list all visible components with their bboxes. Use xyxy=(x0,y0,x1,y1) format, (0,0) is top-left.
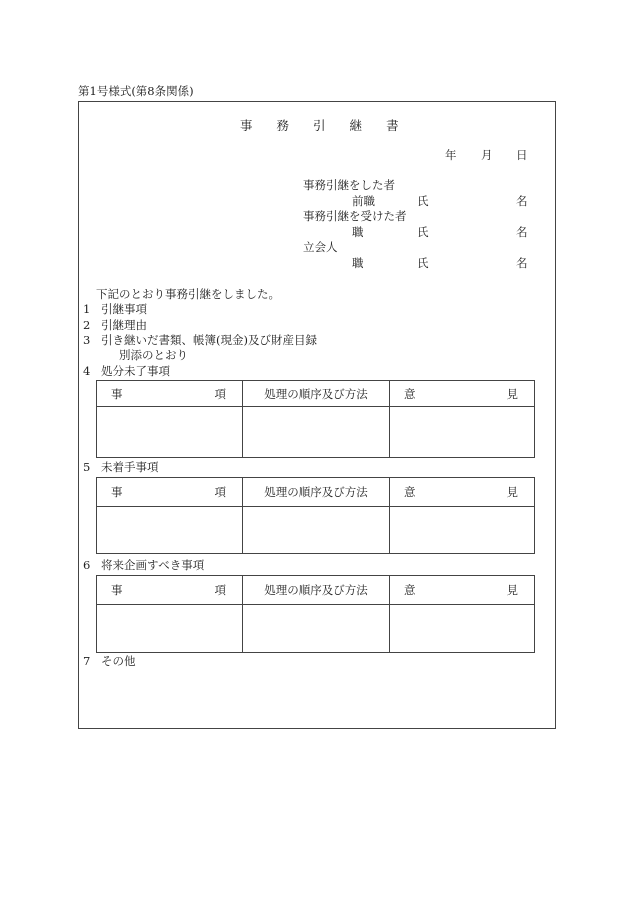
table-header-item: 事 項 xyxy=(97,381,243,407)
table-header-item: 事 項 xyxy=(97,576,243,605)
title-char: 引 xyxy=(313,118,326,133)
title-char: 書 xyxy=(386,118,399,133)
title-char: 務 xyxy=(276,118,290,133)
transferor-heading: 事務引継をした者 xyxy=(303,178,395,192)
table-header-opinion: 意 見 xyxy=(390,478,535,507)
table-row xyxy=(97,605,535,653)
document-title xyxy=(240,120,399,133)
title-char: 事 xyxy=(240,118,253,133)
item-label: 処分未了事項 xyxy=(101,364,170,378)
pending-items-table xyxy=(96,380,535,458)
item-number: 6 xyxy=(83,558,91,572)
table-row xyxy=(97,507,535,554)
item-label: 引継理由 xyxy=(101,318,147,332)
item-number: 4 xyxy=(83,364,91,378)
witness-heading: 立会人 xyxy=(303,240,338,254)
future-planning-items-table xyxy=(96,575,535,653)
table-cell xyxy=(97,407,243,458)
date-day-label: 日 xyxy=(516,148,528,162)
transferee-name-label: 名 xyxy=(516,225,528,239)
item-label: 将来企画すべき事項 xyxy=(101,558,205,572)
table-header-item: 事 項 xyxy=(97,478,243,507)
transferor-role: 前職 xyxy=(352,194,375,208)
table-cell xyxy=(390,407,535,458)
transferee-name-label: 氏 xyxy=(417,225,429,239)
witness-name-label: 氏 xyxy=(417,256,429,270)
item-number: 5 xyxy=(83,460,91,474)
table-cell xyxy=(390,507,535,554)
table-header-row xyxy=(97,478,535,507)
witness-name-label: 名 xyxy=(516,256,528,270)
table-cell xyxy=(243,605,390,653)
table-header-row xyxy=(97,576,535,605)
table-header-method: 処理の順序及び方法 xyxy=(243,576,390,605)
date-month-label: 月 xyxy=(481,148,493,162)
intro-text: 下記のとおり事務引継をしました。 xyxy=(96,287,280,301)
table-header-row xyxy=(97,381,535,407)
table-cell xyxy=(243,407,390,458)
item-sub-text: 別添のとおり xyxy=(119,348,188,362)
item-number: 3 xyxy=(83,333,91,347)
transferor-name-label: 氏 xyxy=(417,194,429,208)
not-started-items-table xyxy=(96,477,535,554)
table-cell xyxy=(243,507,390,554)
date-year-label: 年 xyxy=(445,148,457,162)
transferor-name-label: 名 xyxy=(516,194,528,208)
item-number: 2 xyxy=(83,318,91,332)
table-header-method: 処理の順序及び方法 xyxy=(243,478,390,507)
table-header-method: 処理の順序及び方法 xyxy=(243,381,390,407)
item-label: その他 xyxy=(101,654,136,668)
item-number: 7 xyxy=(83,654,91,668)
table-header-opinion: 意 見 xyxy=(390,576,535,605)
item-label: 未着手事項 xyxy=(101,460,159,474)
item-label: 引き継いだ書類、帳簿(現金)及び財産目録 xyxy=(101,333,317,347)
table-cell xyxy=(97,507,243,554)
transferee-role: 職 xyxy=(352,225,364,239)
table-cell xyxy=(97,605,243,653)
witness-role: 職 xyxy=(352,256,364,270)
transferee-heading: 事務引継を受けた者 xyxy=(303,209,407,223)
item-label: 引継事項 xyxy=(101,302,147,316)
title-char: 継 xyxy=(349,118,363,133)
table-cell xyxy=(390,605,535,653)
table-row xyxy=(97,407,535,458)
item-number: 1 xyxy=(83,302,91,316)
table-header-opinion: 意 見 xyxy=(390,381,535,407)
form-label: 第1号様式(第8条関係) xyxy=(78,84,194,98)
